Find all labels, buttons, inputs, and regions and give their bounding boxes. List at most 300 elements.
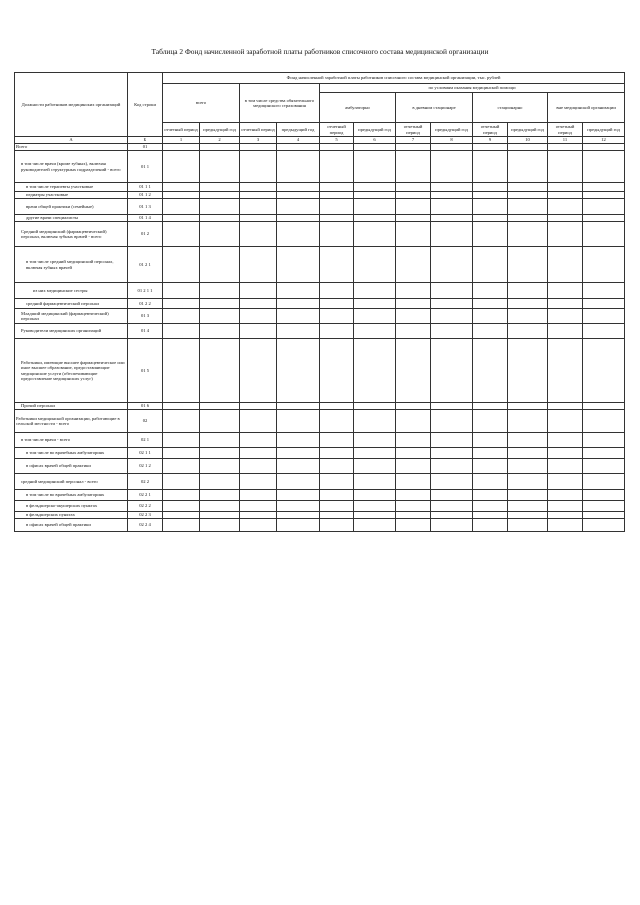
value-cell[interactable] xyxy=(354,283,396,299)
table-row xyxy=(15,403,625,410)
value-cell[interactable] xyxy=(200,151,240,183)
value-cell[interactable] xyxy=(473,247,508,283)
value-cell[interactable] xyxy=(473,222,508,247)
value-cell[interactable] xyxy=(200,512,240,519)
column-number: 3 xyxy=(240,137,277,144)
value-cell[interactable] xyxy=(320,448,354,459)
value-cell[interactable] xyxy=(508,324,548,339)
value-cell[interactable] xyxy=(583,183,625,192)
value-cell[interactable] xyxy=(163,215,200,222)
column-number: 10 xyxy=(508,137,548,144)
value-cell[interactable] xyxy=(431,433,473,448)
value-cell[interactable] xyxy=(200,474,240,490)
value-cell[interactable] xyxy=(396,490,431,501)
value-cell[interactable] xyxy=(240,283,277,299)
value-cell[interactable] xyxy=(548,309,583,324)
value-cell[interactable] xyxy=(431,222,473,247)
row-label: педиатры участковые xyxy=(15,192,128,199)
value-cell[interactable] xyxy=(431,309,473,324)
column-number: А xyxy=(15,137,128,144)
value-cell[interactable] xyxy=(240,410,277,433)
value-cell[interactable] xyxy=(583,490,625,501)
value-cell[interactable] xyxy=(200,309,240,324)
value-cell[interactable] xyxy=(240,215,277,222)
value-cell[interactable] xyxy=(583,151,625,183)
value-cell[interactable] xyxy=(163,474,200,490)
value-cell[interactable] xyxy=(548,490,583,501)
value-cell[interactable] xyxy=(200,519,240,532)
value-cell[interactable] xyxy=(583,519,625,532)
value-cell[interactable] xyxy=(473,490,508,501)
value-cell[interactable] xyxy=(354,474,396,490)
value-cell[interactable] xyxy=(548,403,583,410)
value-cell[interactable] xyxy=(396,215,431,222)
value-cell[interactable] xyxy=(240,501,277,512)
value-cell[interactable] xyxy=(508,339,548,403)
value-cell[interactable] xyxy=(473,192,508,199)
value-cell[interactable] xyxy=(277,309,320,324)
value-cell[interactable] xyxy=(277,339,320,403)
value-cell[interactable] xyxy=(354,309,396,324)
value-cell[interactable] xyxy=(508,215,548,222)
table-row xyxy=(15,490,625,501)
table-row xyxy=(15,474,625,490)
value-cell[interactable] xyxy=(431,192,473,199)
value-cell[interactable] xyxy=(548,459,583,474)
value-cell[interactable] xyxy=(320,309,354,324)
value-cell[interactable] xyxy=(583,512,625,519)
value-cell[interactable] xyxy=(277,192,320,199)
value-cell[interactable] xyxy=(548,448,583,459)
row-label: в том числе во врачебных амбулаториях xyxy=(15,490,128,501)
value-cell[interactable] xyxy=(508,410,548,433)
value-cell[interactable] xyxy=(473,144,508,151)
value-cell[interactable] xyxy=(583,144,625,151)
value-cell[interactable] xyxy=(240,459,277,474)
value-cell[interactable] xyxy=(508,183,548,192)
value-cell[interactable] xyxy=(473,403,508,410)
value-cell[interactable] xyxy=(277,490,320,501)
value-cell[interactable] xyxy=(200,339,240,403)
value-cell[interactable] xyxy=(200,183,240,192)
value-cell[interactable] xyxy=(320,501,354,512)
value-cell[interactable] xyxy=(431,299,473,309)
value-cell[interactable] xyxy=(277,403,320,410)
value-cell[interactable] xyxy=(320,474,354,490)
value-cell[interactable] xyxy=(396,247,431,283)
value-cell[interactable] xyxy=(396,151,431,183)
value-cell[interactable] xyxy=(431,283,473,299)
value-cell[interactable] xyxy=(354,433,396,448)
value-cell[interactable] xyxy=(548,215,583,222)
value-cell[interactable] xyxy=(508,283,548,299)
value-cell[interactable] xyxy=(473,501,508,512)
value-cell[interactable] xyxy=(320,151,354,183)
value-cell[interactable] xyxy=(320,283,354,299)
value-cell[interactable] xyxy=(354,183,396,192)
value-cell[interactable] xyxy=(508,199,548,215)
value-cell[interactable] xyxy=(431,339,473,403)
value-cell[interactable] xyxy=(320,324,354,339)
value-cell[interactable] xyxy=(277,474,320,490)
value-cell[interactable] xyxy=(431,474,473,490)
value-cell[interactable] xyxy=(354,324,396,339)
value-cell[interactable] xyxy=(396,519,431,532)
value-cell[interactable] xyxy=(431,410,473,433)
value-cell[interactable] xyxy=(320,410,354,433)
value-cell[interactable] xyxy=(320,247,354,283)
value-cell[interactable] xyxy=(583,433,625,448)
value-cell[interactable] xyxy=(200,144,240,151)
value-cell[interactable] xyxy=(473,183,508,192)
value-cell[interactable] xyxy=(508,192,548,199)
value-cell[interactable] xyxy=(163,192,200,199)
value-cell[interactable] xyxy=(277,283,320,299)
value-cell[interactable] xyxy=(200,199,240,215)
value-cell[interactable] xyxy=(583,215,625,222)
value-cell[interactable] xyxy=(431,144,473,151)
value-cell[interactable] xyxy=(277,512,320,519)
value-cell[interactable] xyxy=(354,247,396,283)
value-cell[interactable] xyxy=(508,151,548,183)
value-cell[interactable] xyxy=(163,151,200,183)
value-cell[interactable] xyxy=(277,199,320,215)
value-cell[interactable] xyxy=(431,151,473,183)
value-cell[interactable] xyxy=(354,501,396,512)
value-cell[interactable] xyxy=(277,459,320,474)
value-cell[interactable] xyxy=(548,339,583,403)
value-cell[interactable] xyxy=(277,519,320,532)
value-cell[interactable] xyxy=(431,501,473,512)
value-cell[interactable] xyxy=(240,474,277,490)
value-cell[interactable] xyxy=(473,339,508,403)
value-cell[interactable] xyxy=(240,183,277,192)
table-row xyxy=(15,459,625,474)
value-cell[interactable] xyxy=(163,410,200,433)
value-cell[interactable] xyxy=(583,410,625,433)
value-cell[interactable] xyxy=(200,192,240,199)
value-cell[interactable] xyxy=(396,339,431,403)
value-cell[interactable] xyxy=(163,512,200,519)
value-cell[interactable] xyxy=(354,151,396,183)
value-cell[interactable] xyxy=(508,512,548,519)
value-cell[interactable] xyxy=(200,433,240,448)
value-cell[interactable] xyxy=(473,215,508,222)
value-cell[interactable] xyxy=(240,448,277,459)
value-cell[interactable] xyxy=(396,433,431,448)
value-cell[interactable] xyxy=(277,433,320,448)
header-report-period: отчетный период xyxy=(396,123,431,137)
value-cell[interactable] xyxy=(163,283,200,299)
value-cell[interactable] xyxy=(548,474,583,490)
value-cell[interactable] xyxy=(200,324,240,339)
value-cell[interactable] xyxy=(508,299,548,309)
table-row xyxy=(15,283,625,299)
value-cell[interactable] xyxy=(163,247,200,283)
value-cell[interactable] xyxy=(508,490,548,501)
value-cell[interactable] xyxy=(240,339,277,403)
value-cell[interactable] xyxy=(548,283,583,299)
value-cell[interactable] xyxy=(583,459,625,474)
value-cell[interactable] xyxy=(396,283,431,299)
value-cell[interactable] xyxy=(320,199,354,215)
row-label: средний фармацевтический персонал xyxy=(15,299,128,309)
value-cell[interactable] xyxy=(200,299,240,309)
value-cell[interactable] xyxy=(473,324,508,339)
table-row xyxy=(15,309,625,324)
value-cell[interactable] xyxy=(396,222,431,247)
value-cell[interactable] xyxy=(473,433,508,448)
value-cell[interactable] xyxy=(396,192,431,199)
value-cell[interactable] xyxy=(473,410,508,433)
value-cell[interactable] xyxy=(508,403,548,410)
value-cell[interactable] xyxy=(431,215,473,222)
header-previous-year: предыдущий год xyxy=(431,123,473,137)
value-cell[interactable] xyxy=(431,459,473,474)
value-cell[interactable] xyxy=(163,183,200,192)
value-cell[interactable] xyxy=(320,490,354,501)
value-cell[interactable] xyxy=(548,199,583,215)
header-fund-group: Фонд начисленной заработной платы работников списочного состава медицинской организации, тыс. рублей xyxy=(163,73,625,84)
value-cell[interactable] xyxy=(277,151,320,183)
value-cell[interactable] xyxy=(508,433,548,448)
value-cell[interactable] xyxy=(431,324,473,339)
value-cell[interactable] xyxy=(354,410,396,433)
value-cell[interactable] xyxy=(163,309,200,324)
value-cell[interactable] xyxy=(508,501,548,512)
value-cell[interactable] xyxy=(473,283,508,299)
value-cell[interactable] xyxy=(277,299,320,309)
value-cell[interactable] xyxy=(240,433,277,448)
value-cell[interactable] xyxy=(163,433,200,448)
value-cell[interactable] xyxy=(396,501,431,512)
value-cell[interactable] xyxy=(320,183,354,192)
value-cell[interactable] xyxy=(396,474,431,490)
value-cell[interactable] xyxy=(200,459,240,474)
value-cell[interactable] xyxy=(163,519,200,532)
value-cell[interactable] xyxy=(548,192,583,199)
value-cell[interactable] xyxy=(431,403,473,410)
value-cell[interactable] xyxy=(548,144,583,151)
value-cell[interactable] xyxy=(163,501,200,512)
value-cell[interactable] xyxy=(277,501,320,512)
row-code: 02 2 3 xyxy=(128,512,163,519)
value-cell[interactable] xyxy=(583,448,625,459)
value-cell[interactable] xyxy=(320,512,354,519)
value-cell[interactable] xyxy=(354,512,396,519)
value-cell[interactable] xyxy=(431,199,473,215)
value-cell[interactable] xyxy=(396,199,431,215)
value-cell[interactable] xyxy=(163,448,200,459)
value-cell[interactable] xyxy=(583,403,625,410)
value-cell[interactable] xyxy=(163,222,200,247)
value-cell[interactable] xyxy=(508,474,548,490)
value-cell[interactable] xyxy=(473,519,508,532)
value-cell[interactable] xyxy=(548,222,583,247)
value-cell[interactable] xyxy=(200,410,240,433)
value-cell[interactable] xyxy=(320,459,354,474)
value-cell[interactable] xyxy=(548,299,583,309)
value-cell[interactable] xyxy=(583,222,625,247)
value-cell[interactable] xyxy=(240,403,277,410)
value-cell[interactable] xyxy=(277,215,320,222)
value-cell[interactable] xyxy=(320,144,354,151)
value-cell[interactable] xyxy=(163,299,200,309)
value-cell[interactable] xyxy=(548,501,583,512)
value-cell[interactable] xyxy=(508,459,548,474)
value-cell[interactable] xyxy=(240,519,277,532)
value-cell[interactable] xyxy=(240,247,277,283)
value-cell[interactable] xyxy=(320,222,354,247)
value-cell[interactable] xyxy=(200,222,240,247)
value-cell[interactable] xyxy=(240,192,277,199)
value-cell[interactable] xyxy=(277,183,320,192)
value-cell[interactable] xyxy=(354,215,396,222)
value-cell[interactable] xyxy=(548,324,583,339)
column-number: 1 xyxy=(163,137,200,144)
value-cell[interactable] xyxy=(240,309,277,324)
value-cell[interactable] xyxy=(200,403,240,410)
value-cell[interactable] xyxy=(583,299,625,309)
value-cell[interactable] xyxy=(396,403,431,410)
value-cell[interactable] xyxy=(548,512,583,519)
value-cell[interactable] xyxy=(277,448,320,459)
value-cell[interactable] xyxy=(583,199,625,215)
value-cell[interactable] xyxy=(548,433,583,448)
value-cell[interactable] xyxy=(583,324,625,339)
value-cell[interactable] xyxy=(200,215,240,222)
value-cell[interactable] xyxy=(508,222,548,247)
value-cell[interactable] xyxy=(548,410,583,433)
value-cell[interactable] xyxy=(473,309,508,324)
value-cell[interactable] xyxy=(396,183,431,192)
value-cell[interactable] xyxy=(163,490,200,501)
value-cell[interactable] xyxy=(240,512,277,519)
header-outside: вне медицинской организации xyxy=(548,93,625,123)
value-cell[interactable] xyxy=(396,324,431,339)
value-cell[interactable] xyxy=(320,519,354,532)
value-cell[interactable] xyxy=(354,448,396,459)
row-label: в офисах врачей общей практики xyxy=(15,459,128,474)
value-cell[interactable] xyxy=(354,490,396,501)
value-cell[interactable] xyxy=(473,448,508,459)
value-cell[interactable] xyxy=(354,403,396,410)
value-cell[interactable] xyxy=(548,151,583,183)
value-cell[interactable] xyxy=(354,199,396,215)
value-cell[interactable] xyxy=(163,459,200,474)
value-cell[interactable] xyxy=(473,512,508,519)
value-cell[interactable] xyxy=(277,324,320,339)
value-cell[interactable] xyxy=(431,512,473,519)
header-previous-year: предыдущий год xyxy=(200,123,240,137)
value-cell[interactable] xyxy=(583,309,625,324)
value-cell[interactable] xyxy=(396,459,431,474)
value-cell[interactable] xyxy=(277,247,320,283)
value-cell[interactable] xyxy=(583,283,625,299)
value-cell[interactable] xyxy=(163,324,200,339)
value-cell[interactable] xyxy=(354,339,396,403)
value-cell[interactable] xyxy=(320,299,354,309)
value-cell[interactable] xyxy=(396,309,431,324)
row-code: 01 1 3 xyxy=(128,199,163,215)
value-cell[interactable] xyxy=(431,448,473,459)
value-cell[interactable] xyxy=(431,519,473,532)
value-cell[interactable] xyxy=(508,519,548,532)
value-cell[interactable] xyxy=(240,144,277,151)
value-cell[interactable] xyxy=(396,299,431,309)
value-cell[interactable] xyxy=(320,403,354,410)
value-cell[interactable] xyxy=(354,144,396,151)
value-cell[interactable] xyxy=(200,448,240,459)
value-cell[interactable] xyxy=(240,199,277,215)
value-cell[interactable] xyxy=(277,144,320,151)
value-cell[interactable] xyxy=(240,151,277,183)
value-cell[interactable] xyxy=(473,299,508,309)
value-cell[interactable] xyxy=(473,474,508,490)
header-previous-year: предыдущий год xyxy=(508,123,548,137)
value-cell[interactable] xyxy=(277,410,320,433)
value-cell[interactable] xyxy=(354,299,396,309)
value-cell[interactable] xyxy=(163,144,200,151)
value-cell[interactable] xyxy=(354,192,396,199)
value-cell[interactable] xyxy=(240,299,277,309)
value-cell[interactable] xyxy=(431,247,473,283)
value-cell[interactable] xyxy=(277,222,320,247)
value-cell[interactable] xyxy=(200,283,240,299)
value-cell[interactable] xyxy=(583,192,625,199)
row-code: 02 2 xyxy=(128,474,163,490)
value-cell[interactable] xyxy=(240,222,277,247)
value-cell[interactable] xyxy=(200,501,240,512)
value-cell[interactable] xyxy=(548,183,583,192)
value-cell[interactable] xyxy=(583,339,625,403)
value-cell[interactable] xyxy=(320,339,354,403)
value-cell[interactable] xyxy=(354,222,396,247)
value-cell[interactable] xyxy=(163,199,200,215)
value-cell[interactable] xyxy=(354,459,396,474)
value-cell[interactable] xyxy=(473,459,508,474)
value-cell[interactable] xyxy=(431,183,473,192)
value-cell[interactable] xyxy=(163,339,200,403)
value-cell[interactable] xyxy=(473,151,508,183)
value-cell[interactable] xyxy=(548,247,583,283)
value-cell[interactable] xyxy=(396,512,431,519)
value-cell[interactable] xyxy=(548,519,583,532)
value-cell[interactable] xyxy=(240,490,277,501)
value-cell[interactable] xyxy=(320,433,354,448)
table-row xyxy=(15,215,625,222)
value-cell[interactable] xyxy=(396,144,431,151)
value-cell[interactable] xyxy=(396,448,431,459)
value-cell[interactable] xyxy=(320,215,354,222)
value-cell[interactable] xyxy=(583,474,625,490)
value-cell[interactable] xyxy=(200,490,240,501)
value-cell[interactable] xyxy=(354,519,396,532)
value-cell[interactable] xyxy=(396,410,431,433)
value-cell[interactable] xyxy=(200,247,240,283)
value-cell[interactable] xyxy=(473,199,508,215)
value-cell[interactable] xyxy=(583,247,625,283)
value-cell[interactable] xyxy=(431,490,473,501)
value-cell[interactable] xyxy=(508,247,548,283)
value-cell[interactable] xyxy=(508,309,548,324)
value-cell[interactable] xyxy=(320,192,354,199)
value-cell[interactable] xyxy=(583,501,625,512)
value-cell[interactable] xyxy=(508,144,548,151)
value-cell[interactable] xyxy=(163,403,200,410)
value-cell[interactable] xyxy=(508,448,548,459)
value-cell[interactable] xyxy=(240,324,277,339)
